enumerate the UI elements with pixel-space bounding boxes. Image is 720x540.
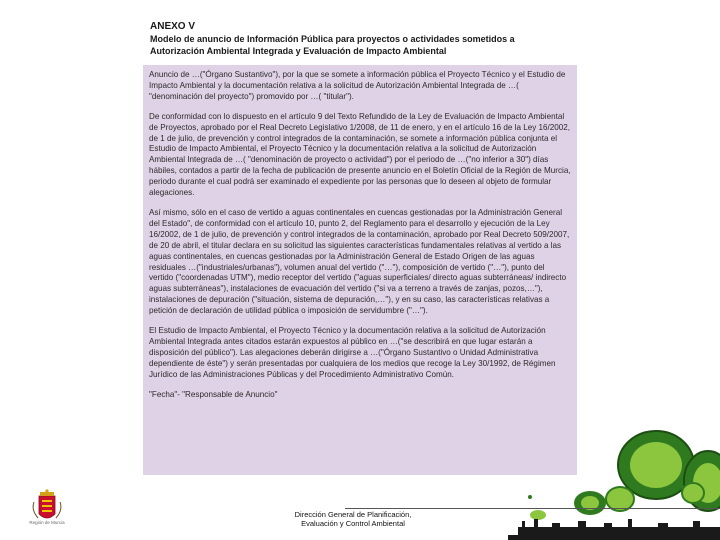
paragraph-exposure: El Estudio de Impacto Ambiental, el Proyecto Técnico y la documentación relativa a la solicitud de Autorización Ambiental Integrada antes citados estarán expuestos al público en …("se describirá en que lugar estarán a disposición del público"). Las alegaciones deberán dirigirse a …("Órgano Sustantivo o Unidad Administrativa dependiente de éste") y serán presentadas por cualquiera de los medios que recoge la Ley 30/1992, de Régimen Jurídico de las Administraciones Públicas y del Procedimiento Administrativo Común. (149, 326, 556, 379)
logo-caption: Región de Murcia (29, 520, 65, 525)
paragraph-intro: Anuncio de …("Órgano Sustantivo"), por la que se somete a información pública el Proyecto Técnico y el Estudio de Impacto Ambiental y la documentación relativa a la solicitud de Autorización Ambiental Integrada de …( "denominación del proyecto") promovido por …( "titular"). (149, 70, 566, 101)
document-heading: Modelo de anuncio de Información Pública para proyectos o actividades sometidos a Autorización Ambiental Integrada y Evaluación de Impacto Ambiental (150, 34, 515, 56)
decorative-landscape-illustration (508, 415, 720, 540)
document-header (150, 21, 570, 57)
footer-line-2: Evaluación y Control Ambiental (301, 519, 405, 528)
region-coat-of-arms-logo (22, 488, 72, 532)
footer-divider (345, 508, 720, 509)
paragraph-conformity: De conformidad con lo dispuesto en el artículo 9 del Texto Refundido de la Ley de Evaluación de Impacto Ambiental de Proyectos, aprobado por el Real Decreto Legislativo 1/2008, de 11 de enero, y en el artículo 16 de la Ley 16/2002, de 1 de julio, de prevención y control integrados de la contaminación, se somete a información pública conjunta el Estudio de Impacto Ambiental, el Proyecto Técnico y la documentación relativa a la solicitud de Autorización Ambiental Integrada de …( "denominación de proyecto o actividad") por el periodo de …("no inferior a 30") días hábiles, contados a partir de la fecha de publicación de presente anuncio en el Boletín Oficial de la Región de Murcia, periodo durante el cual podrá ser examinado el expediente por las personas que lo deseen al objeto de formular alegaciones. (149, 111, 571, 198)
annex-label: ANEXO V (150, 21, 196, 32)
footer-department (278, 510, 428, 528)
signature-line: "Fecha"- "Responsable de Anuncio" (149, 389, 278, 399)
paragraph-discharge: Así mismo, sólo en el caso de vertido a aguas continentales en cuencas gestionadas por la Administración General del Estado", de conformidad con el artículo 10, punto 2, del Reglamento para el desarrollo y ejecución de la Ley 16/2002, de 1 de julio, de prevención y control integrados de la contaminación, aprobado por Real Decreto 509/2007, de 20 de abril, el titular declara en su solicitud las siguientes características fundamentales relativas al vertido a las aguas continentales, en cuencas gestionadas por la Administración General de Estado Origen de las aguas residuales …("industriales/urbanas"), volumen anual del vertido ("…"), composición de vertido ("…"), punto del vertido ("coordenadas UTM"), medio receptor del vertido ("aguas superficiales/ directo aguas subterráneas/ indirecto aguas subterráneas"), instalaciones de evacuación del vertido ("si va a terreno a través de zanjas, pozos,…"), instalaciones de depuración ("situación, sistema de depuración,…"), y en su caso, las características relativas a petición de declaración de utilidad pública o imposición de servidumbre ("…"). (149, 207, 570, 316)
footer-line-1: Dirección General de Planificación, (294, 510, 412, 519)
announcement-panel (143, 65, 577, 475)
